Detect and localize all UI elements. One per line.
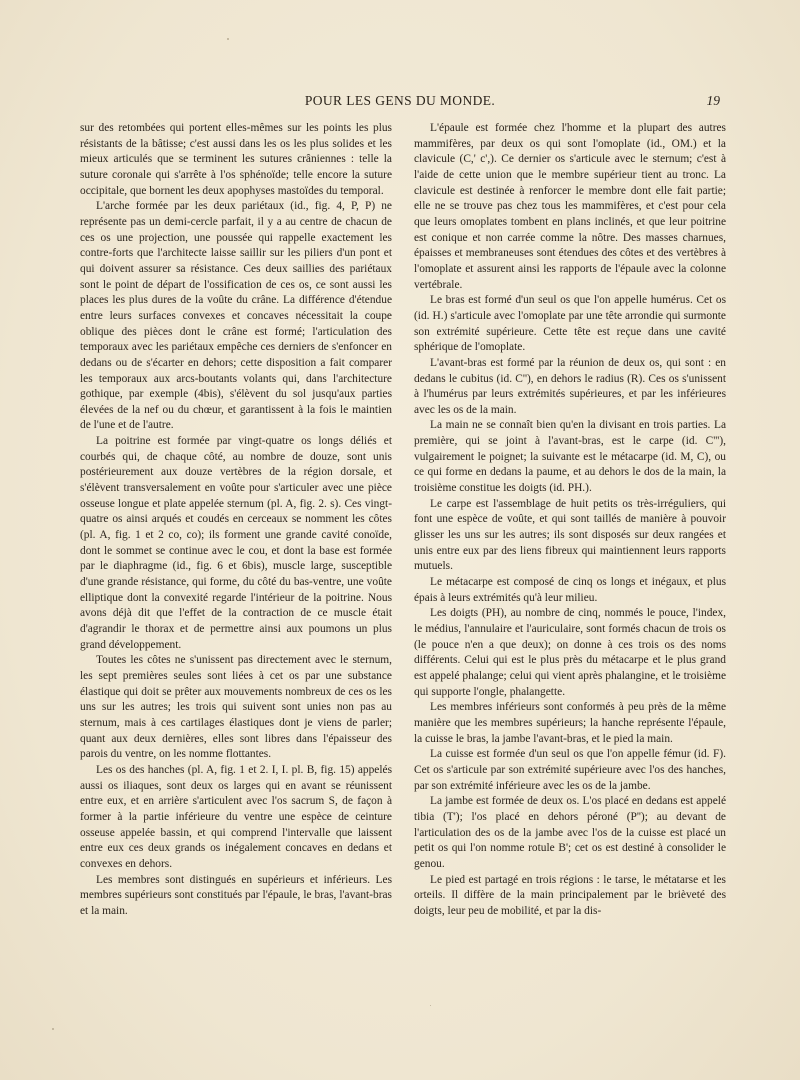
paragraph: Le carpe est l'assemblage de huit petits os très-irréguliers, qui font une espèce de voûte, et qui sont taillés de manière à pouvoir glisser les uns sur les autres; ils sont disposés sur deux rangées et unis entre eux par des liens fibreux qui maintiennent leurs rapports mutuels. (414, 497, 726, 573)
paragraph: sur des retombées qui portent elles-mêmes sur les points les plus résistants de la bâtisse; c'est aussi dans les os les plus solides et les mieux articulés que se terminent les sutures crâniennes : telle la suture coronale qui s'arrête à l'os sphénoïde; telle encore la suture occipitale, que bornent les deux apophyses mastoïdes du temporal. (80, 122, 392, 197)
paragraph: L'avant-bras est formé par la réunion de deux os, qui sont : en dedans le cubitus (id. C''), en dehors le radius (R). Ces os s'unissent à l'humérus par leurs extrémités supérieures, et par les inférieures avec les os de la main. (414, 356, 726, 416)
paragraph: Le pied est partagé en trois régions : le tarse, le métatarse et les orteils. Il diffère de la main principalement par le brièveté des doigts, leur peu de mobilité, et par la dis- (414, 873, 726, 917)
paragraph: Les os des hanches (pl. A, fig. 1 et 2. I, I. pl. B, fig. 15) appelés aussi os iliaques, sont deux os larges qui en avant se réunissent entre eux, et en arrière s'articulent avec l'os sacrum S, de façon à former à la partie inférieure du ventre une espèce de ceinture osseuse appelée bassin, et qui comprend l'intervalle que laissent entre eux ces deux grands os inégalement concaves en dedans et convexes en dehors. (80, 763, 392, 870)
paper-speck (227, 38, 229, 40)
paragraph: La main ne se connaît bien qu'en la divisant en trois parties. La première, qui se joint à l'avant-bras, est le carpe (id. C'''), vulgairement le poignet; la suivante est le métacarpe (id. M, C), ou ce qui forme en dedans la paume, et au dehors le dos de la main, la troisième constitue les doigts (id. PH.). (414, 419, 726, 495)
page-number: 19 (706, 93, 720, 108)
paragraph: Le bras est formé d'un seul os que l'on appelle humérus. Cet os (id. H.) s'articule avec l'omoplate par une tête arrondie qui surmonte son extrémité supérieure. Cette tête est reçue dans une cavité sphérique de l'omoplate. (414, 294, 726, 354)
paragraph: La cuisse est formée d'un seul os que l'on appelle fémur (id. F). Cet os s'articule par son extrémité supérieure avec l'os des hanches, par son extrémité inférieure avec les os de la jambe. (414, 748, 726, 792)
left-text-column (80, 121, 392, 919)
paragraph: Les doigts (PH), au nombre de cinq, nommés le pouce, l'index, le médius, l'annulaire et l'auriculaire, sont formés chacun de trois os (le pouce n'en a que deux); on donne à ces trois os des noms différents. Celui qui est le plus près du métacarpe et le plus grand est appelé phalange; celui qui vient après phalangine, et le troisième qui supporte l'ongle, phalangette. (414, 607, 726, 698)
paragraph: L'épaule est formée chez l'homme et la plupart des autres mammifères, par deux os qui sont l'omoplate (id., OM.) et la clavicule (C,' c',). Ce dernier os s'articule avec le sternum; c'est à l'aide de cette union que le membre supérieur tient au tronc. La clavicule est destinée à renforcer le membre dont elle fait partie; elle ne se trouve pas chez tous les mammifères, et c'est pour cela que leurs omoplates tombent en plans inclinés, et que leur poitrine est conique et non carrée comme la nôtre. Des masses charnues, épaisses et membraneuses sont étendues des côtes et des vertèbres à l'omoplate et assurent ainsi les rapports de l'épaule avec la colonne vertébrale. (414, 122, 726, 291)
paragraph: Les membres inférieurs sont conformés à peu près de la même manière que les membres supérieurs; la hanche représente l'épaule, la cuisse le bras, la jambe l'avant-bras, et le pied la main. (414, 701, 726, 745)
paragraph: L'arche formée par les deux pariétaux (id., fig. 4, P, P) ne représente pas un demi-cercle parfait, il y a au centre de chacun de ces os une projection, une poussée qui rappelle exactement les contre-forts que l'architecte laisse saillir sur les piliers d'un pont et qui doivent assurer sa résistance. Ces deux saillies des pariétaux sont le point de départ de l'ossification de ces os, ce sont aussi les places les plus dures de la voûte du crâne. La différence d'étendue entre leurs surfaces convexes et concaves nécessitait la coupe oblique des pièces dont le crâne est formé; l'articulation des temporaux avec les pariétaux empêche ces derniers de s'enfoncer en dedans ou de s'écarter en dehors; cette disposition a fait comparer les temporaux aux arcs-boutants volants qui, dans l'architecture gothique, par exemple (4bis), s'élèvent du sol jusqu'aux parties élevées de la nef ou du chœur, et garantissent à la fois le maintien de l'une et de l'autre. (80, 200, 392, 432)
paragraph: Le métacarpe est composé de cinq os longs et inégaux, et plus épais à leurs extrémités qu'à leur milieu. (414, 576, 726, 604)
right-text-column (414, 121, 726, 919)
paragraph: La poitrine est formée par vingt-quatre os longs déliés et courbés qui, de chaque côté, au nombre de douze, sont unis postérieurement aux douze vertèbres de la région dorsale, et s'élèvent transversalement en voûte pour s'articuler avec une pièce osseuse longue et plate appelée sternum (pl. A, fig. 2. s). Ces vingt-quatre os ainsi arqués et coudés en cerceaux se nomment les côtes (pl. A, fig. 1 et 2 co, co); ils forment une grande cavité conoïde, dont le sommet se continue avec le cou, et dont la base est formée par le diaphragme (id., fig. 6 et 6bis), muscle large, susceptible d'une grande résistance, qui forme, du côté du bas-ventre, une voûte elliptique dont la convexité regarde l'intérieur de la poitrine. Nous avons déjà dit que l'effet de la contraction de ce muscle était d'agrandir le thorax et de permettre ainsi aux poumons un plus grand développement. (80, 435, 392, 651)
paper-speck (52, 1028, 54, 1030)
paragraph: Les membres sont distingués en supérieurs et inférieurs. Les membres supérieurs sont constitués par l'épaule, le bras, l'avant-bras et la main. (80, 873, 392, 917)
paragraph: Toutes les côtes ne s'unissent pas directement avec le sternum, les sept premières seules sont liées à cet os par une substance élastique qui doit se prêter aux mouvements nombreux de ces os les uns sur les autres; les trois qui suivent sont unies non pas au sternum, mais à ces cartilages élastiques dont je viens de parler; quant aux deux dernières, elles sont libres dans l'épaisseur des parois du ventre, on les nomme flottantes. (80, 654, 392, 761)
paper-speck (430, 1005, 431, 1006)
running-title: POUR LES GENS DU MONDE. (304, 93, 496, 108)
paragraph: La jambe est formée de deux os. L'os placé en dedans est appelé tibia (T'); l'os placé en dehors péroné (P''); au devant de l'articulation des os de la jambe avec l'os de la cuisse est placé un petit os qui l'on nomme rotule B'; cet os est destiné à consolider le genou. (414, 795, 726, 870)
running-head (80, 93, 720, 113)
